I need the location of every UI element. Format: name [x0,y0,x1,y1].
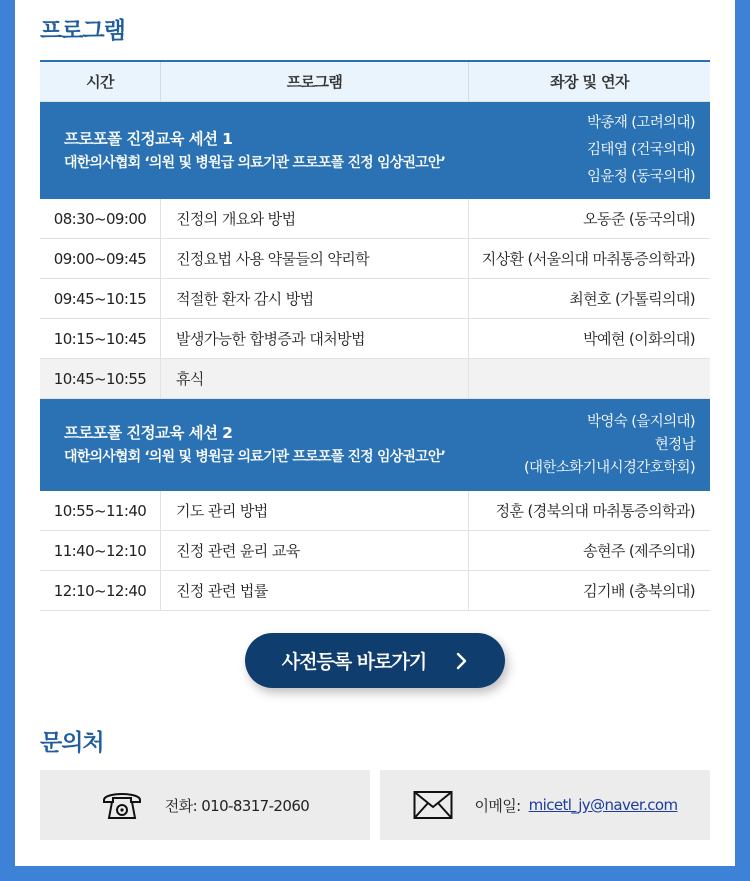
row-program: 기도 관리 방법 [161,491,469,530]
envelope-icon [413,790,453,820]
row-program: 진정요법 사용 약물들의 약리학 [161,239,469,278]
row-time: 09:00~09:45 [40,239,161,278]
row-speaker: 박예현 (이화의대) [583,330,695,348]
row-speaker: 송현주 (제주의대) [583,542,695,560]
session-2-subtitle: 대한의사협회 ‘의원 및 병원급 의료기관 프로포폴 진정 임상권고안’ [64,449,446,465]
row-time: 10:55~11:40 [40,491,161,530]
table-row [40,199,710,239]
program-section-title: 프로그램 [40,18,125,44]
row-speaker: 지상환 (서울의대 마취통증의학과) [481,250,695,268]
row-speaker [469,359,710,398]
register-button[interactable] [245,633,505,688]
row-time: 08:30~09:00 [40,199,161,238]
table-row [40,571,710,611]
header-speaker: 좌장 및 연자 [550,73,629,91]
chevron-right-icon [456,652,468,670]
row-time: 11:40~12:10 [40,531,161,570]
row-time: 09:45~10:15 [40,279,161,318]
row-program: 진정의 개요와 방법 [161,199,469,238]
row-speaker: 김기배 (충북의대) [583,582,695,600]
row-program: 진정 관련 윤리 교육 [161,531,469,570]
session-1-subtitle: 대한의사협회 ‘의원 및 병원급 의료기관 프로포폴 진정 임상권고안’ [64,154,446,171]
row-program: 발생가능한 합병증과 대처방법 [161,319,469,358]
row-time: 10:15~10:45 [40,319,161,358]
register-button-label: 사전등록 바로가기 [281,651,427,673]
row-program: 진정 관련 법률 [161,571,469,610]
content-card [15,0,735,866]
session-2-chair: (대한소화기내시경간호학회) [524,459,695,476]
email-label: 이메일: [474,796,521,815]
session-1-title: 프로포폴 진정교육 세션 1 [64,129,233,148]
session-2-band [40,399,710,491]
session-1-chair: 김태엽 (건국의대) [587,142,695,158]
session-2-title: 프로포폴 진정교육 세션 2 [64,424,233,442]
header-program: 프로그램 [161,62,469,101]
break-row [40,359,710,399]
table-row [40,491,710,531]
row-time: 12:10~12:40 [40,571,161,610]
row-speaker: 최현호 (가톨릭의대) [569,290,695,308]
email-link[interactable]: micetl_jy@naver.com [528,796,678,814]
header-time: 시간 [40,62,161,101]
email-contact-box [380,770,710,840]
session-1-band [40,102,710,199]
table-row [40,279,710,319]
table-row [40,319,710,359]
row-speaker: 오동준 (동국의대) [583,210,695,228]
program-table [40,60,710,611]
session-2-chair: 박영숙 (을지의대) [587,413,695,430]
phone-label: 전화: 010-8317-2060 [164,796,310,815]
row-program: 적절한 환자 감시 방법 [161,279,469,318]
session-2-chairs [469,399,710,491]
phone-contact-box [40,770,370,840]
table-header-row [40,62,710,102]
row-program: 휴식 [161,359,469,398]
table-row [40,531,710,571]
session-1-chair: 임윤정 (동국의대) [587,169,695,185]
session-1-chair: 박종재 (고려의대) [587,115,695,131]
session-2-chair: 현정남 [654,436,695,453]
row-time: 10:45~10:55 [40,359,161,398]
telephone-icon [101,788,143,822]
row-speaker: 정훈 (경북의대 마취통증의학과) [495,502,695,520]
contact-section-title: 문의처 [40,730,104,756]
table-row [40,239,710,279]
session-1-chairs [469,102,710,199]
